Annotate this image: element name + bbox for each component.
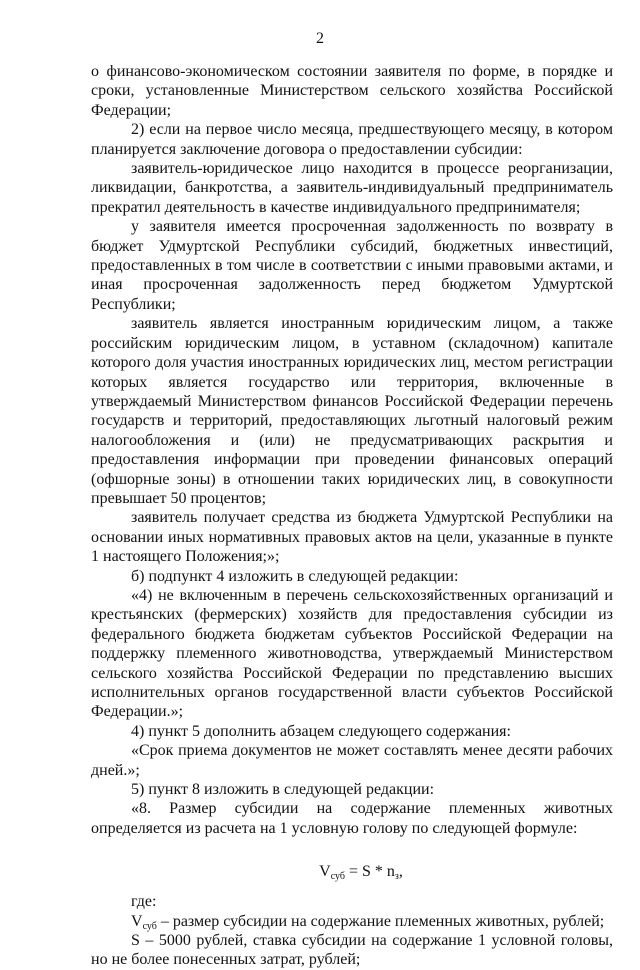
definition-text: – 5000 рублей, ставка субсидии на содержание 1 условной головы, но не более понесенных затрат, рублей;: [91, 932, 613, 969]
paragraph: заявитель получает средства из бюджета Удмуртской Республики на основании иных нормативных правовых актов на цели, указанные в пункте 1 настоящего Положения;»;: [91, 509, 613, 566]
definition-s: [91, 931, 613, 970]
where-label: где:: [131, 893, 157, 911]
formula-tail: ,: [398, 863, 403, 881]
definition-symbol: V: [131, 912, 143, 930]
paragraph: 4) пункт 5 дополнить абзацем следующего содержания:: [131, 722, 511, 740]
formula-rhs: = S * n: [344, 863, 395, 881]
definition-v: [91, 912, 613, 931]
definition-text: – размер субсидии на содержание племенных животных, рублей;: [156, 912, 605, 930]
paragraph: о финансово-экономическом состоянии заявителя по форме, в порядке и сроки, установленные Министерством сельского хозяйства Российской Федерации;: [91, 63, 613, 119]
paragraph: «4) не включенным в перечень сельскохозяйственных организаций и крестьянских (фермерских) хозяйств для предоставления субсидии из федерального бюджета бюджетам субъектов Российской Федерации на поддержку племенного животноводства, утверждаемый Министерством сельского хозяйства Российской Федерации по представлению высших исполнительных органов государственной власти субъектов Российской Федерации.»;: [91, 586, 613, 721]
paragraph: заявитель-юридическое лицо находится в процессе реорганизации, ликвидации, банкротства, а заявитель-индивидуальный предприниматель прекратил деятельность в качестве индивидуального предпринимателя;: [91, 160, 613, 216]
page-number: 2: [316, 30, 324, 47]
formula-lhs: V: [319, 863, 331, 881]
subsidy-formula: [91, 862, 613, 882]
paragraph: у заявителя имеется просроченная задолженность по возврату в бюджет Удмуртской Республики субсидий, бюджетных инвестиций, предоставленных в том числе в соответствии с иными правовыми актами, и иная просроченная задолженность перед бюджетом Удмуртской Республики;: [91, 218, 613, 313]
paragraph: 5) пункт 8 изложить в следующей редакции:: [131, 781, 435, 799]
paragraph: 2) если на первое число месяца, предшествующего месяцу, в котором планируется заключение договора о предоставлении субсидии:: [91, 121, 613, 158]
formula-lhs-subscript: суб: [330, 871, 345, 883]
paragraph: «8. Размер субсидии на содержание племенных животных определяется из расчета на 1 условную голову по следующей формуле:: [91, 800, 613, 837]
paragraph: «Срок приема документов не может составлять менее десяти рабочих дней.»;: [91, 742, 613, 779]
definition-symbol: S: [131, 932, 140, 950]
paragraph: заявитель является иностранным юридическим лицом, а также российским юридическим лицом, в уставном (складочном) капитале которого доля участия иностранных юридических лиц, местом регистрации которых является государство или территория, включенные в утверждаемый Министерством финансов Российской Федерации перечень государств и территорий, предоставляющих льготный налоговый режим налогообложения и (или) не предусматривающих раскрытия и предоставления информации при проведении финансовых операций (офшорные зоны) в отношении таких юридических лиц, в совокупности превышает 50 процентов;: [91, 315, 613, 507]
definition-subscript: суб: [142, 920, 157, 932]
paragraph: б) подпункт 4 изложить в следующей редакции:: [131, 567, 459, 585]
formula-rhs-subscript: з: [394, 871, 399, 883]
document-body: [91, 62, 613, 970]
